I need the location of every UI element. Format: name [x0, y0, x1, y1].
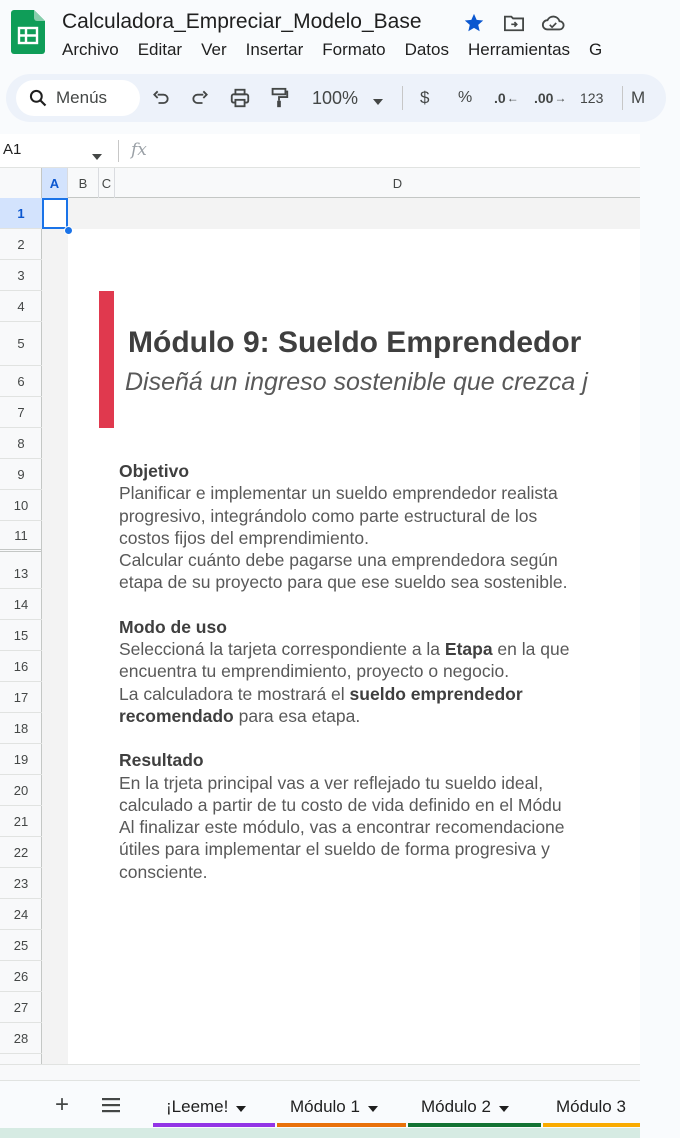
bottom-edge — [0, 1128, 640, 1138]
row-header[interactable]: 4 — [0, 291, 42, 322]
row-header[interactable]: 23 — [0, 868, 42, 899]
modo-line — [119, 683, 679, 705]
resultado-heading: Resultado — [119, 750, 204, 771]
toolbar-divider — [622, 86, 623, 110]
row-header[interactable]: 3 — [0, 260, 42, 291]
redo-icon[interactable] — [190, 86, 210, 110]
menu-extensiones[interactable]: G — [589, 40, 603, 59]
sheet-tab-modulo-2[interactable] — [408, 1087, 541, 1127]
fx-icon: fx — [131, 140, 147, 160]
search-menus[interactable] — [16, 80, 140, 116]
objetivo-line: Calcular cuánto debe pagarse una emprendedora según — [119, 550, 558, 571]
percent-format-button[interactable]: % — [458, 89, 473, 106]
column-header-b[interactable]: B — [68, 168, 99, 198]
objetivo-line: etapa de su proyecto para que ese sueldo sea sostenible. — [119, 572, 568, 593]
menu-herramientas[interactable]: Herramientas — [468, 40, 571, 59]
menu-ver[interactable]: Ver — [201, 40, 227, 59]
sheet-tab-modulo-3[interactable] — [543, 1087, 640, 1127]
row-header[interactable]: 21 — [0, 806, 42, 837]
number-format-button[interactable]: 123 — [580, 90, 604, 106]
column-header-d[interactable]: D — [392, 175, 403, 191]
spacer — [119, 594, 679, 616]
sheet-tab-leeme[interactable] — [153, 1087, 275, 1127]
row-header[interactable]: 2 — [0, 229, 42, 260]
move-to-folder-icon[interactable] — [503, 12, 525, 34]
resultado-line: Al finalizar este módulo, vas a encontrar recomendacione — [119, 817, 565, 838]
chevron-down-icon[interactable] — [236, 1097, 246, 1117]
row-header[interactable]: 28 — [0, 1023, 42, 1054]
row-header[interactable]: 6 — [0, 366, 42, 397]
row-header[interactable]: 26 — [0, 961, 42, 992]
title-bar — [0, 0, 640, 66]
all-sheets-menu-icon[interactable] — [101, 1097, 121, 1118]
resultado-line: calculado a partir de tu costo de vida definido en el Módu — [119, 794, 562, 815]
chevron-down-icon[interactable] — [499, 1097, 509, 1117]
modo-line: encuentra tu emprendimiento, proyecto o negocio. — [119, 661, 510, 682]
modo-line — [119, 705, 679, 727]
modo-text: en la que — [492, 639, 570, 660]
chevron-down-icon[interactable] — [368, 1097, 378, 1117]
modo-heading: Modo de uso — [119, 616, 227, 637]
sheet-tab-label: Módulo 2 — [421, 1097, 491, 1116]
row-headers — [0, 198, 42, 1064]
row-header[interactable]: 11 — [0, 521, 42, 552]
name-box[interactable]: A1 — [3, 141, 22, 158]
row-header[interactable]: 27 — [0, 992, 42, 1023]
row-header[interactable]: 7 — [0, 397, 42, 428]
search-label: Menús — [56, 88, 108, 107]
column-header-c[interactable]: C — [99, 168, 115, 198]
star-icon[interactable] — [463, 12, 485, 34]
menu-insertar[interactable]: Insertar — [245, 40, 304, 59]
zoom-select[interactable] — [312, 88, 383, 110]
sheet-tab-label: Módulo 3 — [556, 1097, 626, 1116]
toolbar-divider — [402, 86, 403, 110]
row-header[interactable]: 10 — [0, 490, 42, 521]
row-header[interactable]: 18 — [0, 713, 42, 744]
row-header[interactable]: 8 — [0, 428, 42, 459]
module-subheading: Diseñá un ingreso sostenible que crezca j — [125, 368, 588, 396]
resultado-line: consciente. — [119, 861, 208, 882]
row-header[interactable]: 24 — [0, 899, 42, 930]
row-header[interactable]: 13 — [0, 558, 42, 589]
menu-formato[interactable]: Formato — [322, 40, 386, 59]
name-box-dropdown-icon[interactable] — [92, 147, 102, 165]
row-header[interactable]: 1 — [0, 198, 42, 229]
objetivo-heading: Objetivo — [119, 461, 190, 481]
modo-text: para esa etapa. — [233, 705, 361, 726]
row-header[interactable]: 25 — [0, 930, 42, 961]
menu-datos[interactable]: Datos — [404, 40, 449, 59]
row-header[interactable]: 5 — [0, 322, 42, 366]
module-heading: Módulo 9: Sueldo Emprendedor — [128, 326, 582, 359]
menu-editar[interactable]: Editar — [137, 40, 183, 59]
select-all-corner[interactable] — [0, 168, 42, 198]
column-headers — [0, 168, 640, 198]
formula-bar — [0, 134, 640, 168]
menu-bar — [62, 40, 621, 60]
modo-bold: Etapa — [444, 639, 493, 660]
sheet-tab-modulo-1[interactable] — [277, 1087, 406, 1127]
chevron-down-icon — [373, 89, 383, 110]
spacer — [119, 727, 679, 749]
sheet-tab-color — [408, 1123, 541, 1127]
increase-decimals-button[interactable] — [534, 86, 566, 110]
zoom-value: 100% — [312, 88, 359, 108]
resultado-line: En la trjeta principal vas a ver reflejado tu sueldo ideal, — [119, 772, 544, 793]
sheet-tab-color — [153, 1123, 275, 1127]
arrow-left-icon: ← — [506, 91, 519, 105]
objetivo-line: progresivo, integrándolo como parte estructural de los — [119, 505, 538, 526]
row-header[interactable]: 16 — [0, 651, 42, 682]
fill-handle[interactable] — [64, 226, 73, 235]
toolbar — [6, 74, 666, 122]
modo-bold: sueldo emprendedor — [349, 683, 523, 704]
row-header[interactable]: 22 — [0, 837, 42, 868]
currency-format-button[interactable]: $ — [420, 88, 430, 107]
sheet-tab-color — [543, 1123, 640, 1127]
row-header[interactable]: 19 — [0, 744, 42, 775]
row-header[interactable]: 15 — [0, 620, 42, 651]
column-a-fill — [42, 228, 68, 1064]
add-sheet-button[interactable]: + — [54, 1091, 69, 1118]
resultado-line: útiles para implementar el sueldo de forma progresiva y — [119, 839, 550, 860]
horizontal-scrollbar[interactable] — [0, 1064, 640, 1080]
decrease-decimals-label: .0 — [494, 90, 506, 106]
row-header[interactable]: 9 — [0, 459, 42, 490]
selected-cell-a1[interactable] — [42, 198, 68, 229]
print-icon[interactable] — [229, 86, 251, 110]
row-header[interactable]: 14 — [0, 589, 42, 620]
decrease-decimals-button[interactable] — [494, 86, 519, 110]
description-block — [119, 460, 679, 883]
undo-icon[interactable] — [151, 86, 171, 110]
menu-archivo[interactable]: Archivo — [62, 40, 119, 59]
sheet-tab-label: Módulo 1 — [290, 1097, 360, 1116]
paint-format-icon[interactable] — [269, 86, 289, 110]
modo-text: La calculadora te mostrará el — [119, 683, 350, 704]
sheet-tab-bar — [0, 1080, 640, 1128]
row-header[interactable]: 20 — [0, 775, 42, 806]
column-header-a[interactable]: A — [42, 168, 68, 198]
sheet-tab-color — [277, 1123, 406, 1127]
document-title[interactable]: Calculadora_Empreciar_Modelo_Base — [62, 10, 422, 33]
objetivo-line: Planificar e implementar un sueldo emprendedor realista — [119, 483, 558, 504]
modo-bold: recomendado — [119, 705, 234, 726]
row-1-fill — [68, 198, 640, 229]
modo-text: Seleccioná la tarjeta correspondiente a la — [119, 639, 445, 660]
increase-decimals-label: .00 — [534, 90, 554, 106]
arrow-right-icon: → — [554, 91, 567, 105]
modo-line — [119, 638, 679, 660]
row-header[interactable]: 17 — [0, 682, 42, 713]
search-icon — [28, 88, 48, 108]
cloud-status-icon[interactable] — [542, 12, 564, 34]
sheet-tab-label: ¡Leeme! — [166, 1097, 229, 1116]
formula-divider — [118, 140, 119, 162]
sheets-logo-icon[interactable] — [11, 10, 45, 54]
accent-bar — [99, 291, 114, 428]
objetivo-line: costos fijos del emprendimiento. — [119, 527, 369, 548]
more-formats-button[interactable]: M — [631, 88, 646, 107]
